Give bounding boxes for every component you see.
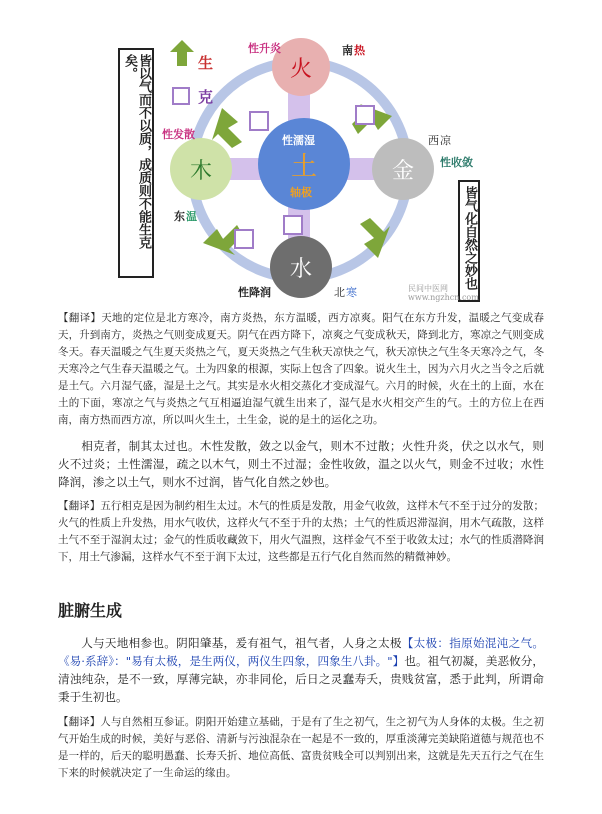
- watermark: 民间中医网 www.ngzhcn.com: [408, 284, 479, 302]
- water-quality: 性降润: [238, 286, 271, 299]
- earth-quality: 性濡湿: [282, 134, 315, 147]
- ke-box-3: [284, 216, 302, 234]
- earth-axis-label: 轴极: [290, 186, 312, 199]
- metal-quality: 性收敛: [440, 156, 473, 169]
- wood-direction: 东: [174, 210, 185, 223]
- ke-box-4: [235, 230, 253, 248]
- p4-text-c: 也。祖气初凝，美恶攸分，清浊纯杂，是不一致，厚薄完缺，亦非同伦，后日之灵蠢寿夭，贵贱贫富，悉于此判，所谓命秉于生初也。: [58, 654, 544, 704]
- left-vertical-caption: 皆以气而不以质，成质则不能生克矣。: [118, 48, 154, 278]
- fire-node: 火: [272, 38, 330, 96]
- fire-direction: 南: [342, 44, 353, 57]
- metal-node: 金: [372, 138, 434, 200]
- wood-season: 温: [186, 210, 197, 223]
- p4-text-a: 人与天地相参也。阴阳肇基，爰有祖气，祖气者，人身之太极: [81, 636, 402, 650]
- ke-box-1: [250, 112, 268, 130]
- legend-sheng-arrow: [170, 40, 194, 66]
- fire-season: 热: [354, 44, 365, 57]
- wood-quality: 性发散: [162, 128, 195, 141]
- right-vertical-caption: 皆气化自然之妙也: [458, 180, 480, 302]
- original-paragraph-2: 相克者，制其太过也。木性发散，敛之以金气，则木不过散；火性升炎，伏之以水气，则火不过炎；土性濡湿，疏之以木气，则土不过湿；金性收敛，温之以火气，则金不过收；水性降润，渗之以土气，则水不过润，皆气化自然之妙也。: [58, 439, 544, 489]
- translation-paragraph-1: 【翻译】天地的定位是北方寒冷，南方炎热，东方温暖，西方凉爽。阳气在东方升发，温暖之气变成春天，升到南方，炎热之气则变成夏天。阴气在西方降下，凉爽之气变成秋天，降到北方，寒凉之气则变成冬天。春天温暖之气生夏天炎热之气，夏天炎热之气生秋天凉快之气，秋天凉快之气生冬天寒冷之气，冬天寒冷之气生春天温暖之气。土为四象的根源，实际上包含了四象。说火生土，因为六月火之当令之后就是土气。六月湿气盛，湿是土之气。其实是水火相交蒸化才变成湿气。六月的时候，火在土的上面，水在土的下面，寒凉之气与炎热之气互相逼迫湿气就生出来了，湿气是水火相交产生的气。土的方位上在西南，南方热而西方凉，所以叫火生土，土生金，说的是土的运化之功。: [58, 312, 544, 426]
- metal-season: 凉: [440, 134, 451, 147]
- legend-ke-label: 克: [198, 88, 214, 106]
- original-paragraph-4: [58, 634, 544, 706]
- fire-quality: 性升炎: [248, 42, 281, 55]
- five-elements-diagram: [110, 30, 490, 305]
- legend-sheng-label: 生: [198, 54, 214, 72]
- p4-annotation: 【太极：指原始混沌之气。《易·系辞》："易有太极，是生两仪，两仪生四象，四象生八卦。"】: [58, 636, 544, 668]
- earth-node: 土: [258, 118, 350, 210]
- water-direction: 北: [334, 286, 345, 299]
- wood-node: 木: [170, 138, 232, 200]
- metal-direction: 西: [428, 134, 439, 147]
- translation-paragraph-3: 【翻译】五行相克是因为制约相生太过。木气的性质是发散，用金气收敛，这样木气不至于过分的发散；火气的性质上升发热，用水气收伏，这样火气不至于升的太热；土气的性质迟滞湿润，用木气疏散，这样土气不至于湿润太过；金气的性质收藏敛下，用火气温煦，这样金气不至于收敛太过；水气的性质潜降润下，用土气渗漏，这样水气不至于润下太过，这些都是五行气化自然而然的精微神妙。: [58, 500, 544, 563]
- translation-paragraph-5: 【翻译】人与自然相互参证。阴阳开始建立基础，于是有了生之初气，生之初气为人身体的太极。生之初气开始生成的时候，美好与恶俗、清新与污浊混杂在一起是不一致的，厚重淡薄完美缺陷道德与规范也不是一样的，后天的聪明愚蠢、长寿夭折、地位高低、富贵贫贱全可以判别出来，这就是先天五行之气在生下来的时候就决定了一生命运的缘由。: [58, 716, 544, 779]
- water-node: 水: [270, 236, 332, 298]
- legend-ke-box: [173, 88, 189, 104]
- ke-box-2: [356, 106, 374, 124]
- water-season: 寒: [346, 286, 357, 299]
- section-heading: 脏腑生成: [58, 601, 123, 620]
